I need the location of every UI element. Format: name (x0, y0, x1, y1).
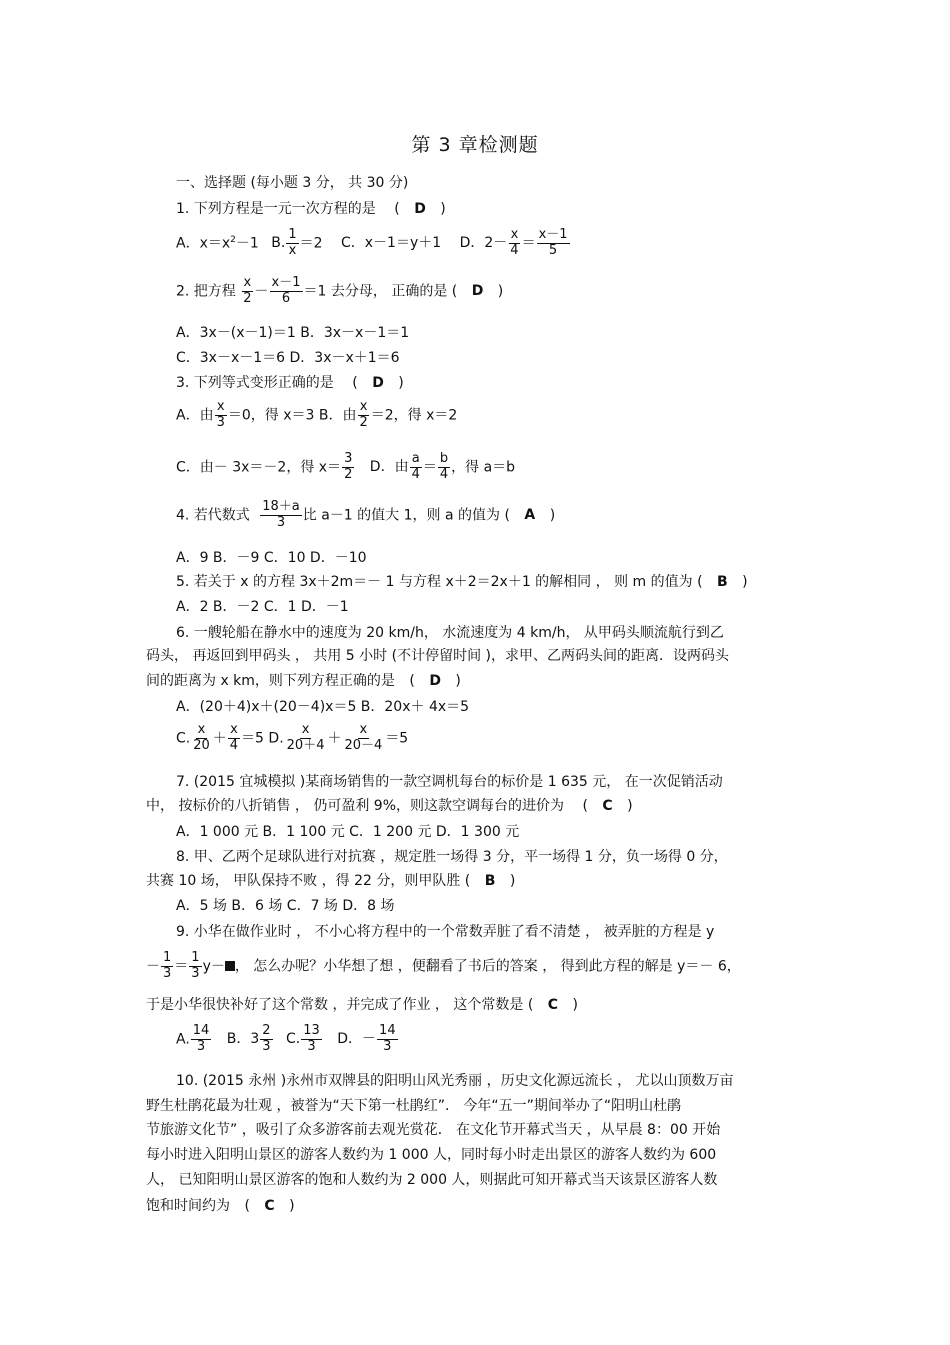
question-6-options-cd: C. $\frac{x}{20}$ ＋ $\frac{x}{4}$ ＝5 D. $\frac{x}{20+4}$ ＋ $\frac{x}{20-4}$ ＝5 (176, 722, 409, 753)
question-8-line-1: 8. 甲、乙两个足球队进行对抗赛 ，规定胜一场得 3 分，平一场得 1 分，负一场得 0 分， (176, 849, 728, 865)
fraction: $\frac{x}{20}$ (193, 722, 210, 753)
q9-answer: C (547, 997, 559, 1013)
question-10-line-6: 饱和时间约为 ( C ) (146, 1198, 295, 1214)
question-2-stem: 2. 把方程 $\frac{x}{2}$ － $\frac{x-1}{6}$ ＝1 去分母， 正确的是 ( D ) (176, 275, 504, 306)
question-9-line-1: 9. 小华在做作业时 ， 不小心将方程中的一个常数弄脏了看不清楚 ， 被弄脏的方程是 y (176, 924, 715, 940)
question-1-stem: 1. 下列方程是一元一次方程的是 ( D ) (176, 201, 446, 217)
fraction: $\frac{a}{4}$ (411, 451, 420, 482)
section-heading: 一、选择题 (每小题 3 分， 共 30 分) (176, 175, 409, 191)
question-3-options-cd: C．由－ 3x＝－2，得 x＝ $\frac{3}{2}$ D．由 $\frac{a}{4}$ ＝ $\frac{b}{4}$ ，得 a＝b (176, 451, 516, 482)
fraction: $\frac{x}{2}$ (243, 275, 252, 306)
question-2-options-cd: C．3x－x－1＝6 D．3x－x＋1＝6 (176, 350, 400, 366)
fraction: $\frac{2}{3}$ (262, 1023, 271, 1054)
fraction: $\frac{x}{2}$ (359, 399, 368, 430)
question-9-line-3: 于是小华很快补好了这个常数 ，并完成了作业 ， 这个常数是 ( C ) (146, 997, 578, 1013)
q1-text: 1. 下列方程是一元一次方程的是 (176, 201, 376, 217)
question-4-stem: 4. 若代数式 $\frac{18+a}{3}$ 比 a－1 的值大 1，则 a 的值为 ( A ) (176, 499, 556, 530)
question-10-line-2: 野生杜鹃花最为壮观 ，被誉为“天下第一杜鹃红”． 今年“五一”期间举办了“阳明山杜鹃 (146, 1098, 682, 1114)
question-7-options: A．1 000 元 B．1 100 元 C．1 200 元 D．1 300 元 (176, 824, 520, 840)
q6-answer: D (429, 673, 441, 689)
fraction: $\frac{x}{20-4}$ (344, 722, 383, 753)
fraction: $\frac{3}{2}$ (344, 451, 353, 482)
fraction: $\frac{14}{3}$ (379, 1023, 396, 1054)
fraction: $\frac{13}{3}$ (303, 1023, 320, 1054)
question-7-line-2: 中， 按标价的八折销售 ， 仍可盈利 9%，则这款空调每台的进价为 ( C ) (146, 798, 633, 814)
question-1-options: A．$x=x^2-1$ B. $\frac{1}{x}$ ＝2 C．x－1＝y＋1 D．2－ $\frac{x}{4}$ ＝ $\frac{x-1}{5}$ (176, 227, 568, 258)
question-9-line-2: － $\frac{1}{3}$ ＝ $\frac{1}{3}$ y－ ， 怎么办呢？小华想了想 ，便翻看了书后的答案 ， 得到此方程的解是 y＝－ 6， (146, 950, 741, 981)
fraction: $\frac{14}{3}$ (192, 1023, 210, 1054)
question-6-line-3: 间的距离为 x km，则下列方程正确的是 ( D ) (146, 673, 461, 689)
question-5-stem: 5. 若关于 x 的方程 3x＋2m＝－ 1 与方程 x＋2＝2x＋1 的解相同 ， 则 m 的值为 ( B ) (176, 574, 748, 590)
question-8-options: A．5 场 B．6 场 C．7 场 D．8 场 (176, 898, 395, 914)
fraction: $\frac{x-1}{6}$ (271, 275, 301, 306)
question-4-options: A．9 B．－9 C．10 D．－10 (176, 550, 367, 566)
fraction: $\frac{x}{4}$ (229, 722, 239, 753)
page-title: 第 3 章检测题 (411, 134, 539, 156)
fraction: $\frac{x-1}{5}$ (538, 227, 568, 258)
question-3-stem: 3. 下列等式变形正确的是 ( D ) (176, 375, 404, 391)
q7-answer: C (602, 798, 613, 814)
q2-answer: D (471, 283, 484, 300)
fraction: $\frac{x}{3}$ (216, 399, 225, 430)
question-10-line-3: 节旅游文化节” ，吸引了众多游客前去观光赏花． 在文化节开幕式当天 ，从早晨 8：00 开始 (146, 1122, 721, 1138)
q3-answer: D (372, 375, 384, 391)
fraction: $\frac{b}{4}$ (439, 451, 449, 482)
question-6-options-ab: A．(20＋4)x＋(20－4)x＝5 B．20x＋ 4x＝5 (176, 699, 470, 715)
fraction: $\frac{1}{3}$ (191, 950, 200, 981)
q4-answer: A (524, 507, 536, 524)
question-2-options-ab: A．3x－(x－1)＝1 B．3x－x－1＝1 (176, 325, 410, 341)
fraction: $\frac{1}{x}$ (288, 227, 297, 258)
question-9-options: A. $\frac{14}{3}$ B．3 $\frac{2}{3}$ C. $\frac{13}{3}$ D．－ $\frac{14}{3}$ (176, 1023, 396, 1054)
question-3-options-ab: A．由 $\frac{x}{3}$ ＝0，得 x＝3 B．由 $\frac{x}{2}$ ＝2，得 x＝2 (176, 399, 458, 430)
question-7-line-1: 7. (2015 宜城模拟 )某商场销售的一款空调机每台的标价是 1 635 元， 在一次促销活动 (176, 774, 723, 790)
q8-answer: B (484, 873, 496, 889)
q10-answer: C (264, 1198, 275, 1214)
fraction: $\frac{1}{3}$ (163, 950, 172, 981)
question-8-line-2: 共赛 10 场， 甲队保持不败 ，得 22 分，则甲队胜 ( B ) (146, 873, 516, 889)
question-10-line-5: 人， 已知阳明山景区游客的饱和人数约为 2 000 人，则据此可知开幕式当天该景区游客人数 (146, 1172, 718, 1188)
question-5-options: A．2 B．－2 C．1 D．－1 (176, 599, 349, 615)
smudged-constant-box (225, 961, 235, 971)
q5-answer: B (717, 574, 728, 590)
fraction: $\frac{18+a}{3}$ (262, 499, 300, 530)
question-10-line-1: 10. (2015 永州 )永州市双牌县的阳明山风光秀丽 ，历史文化源远流长 ， 尤以山顶数万亩 (176, 1073, 734, 1089)
fraction: $\frac{x}{20+4}$ (286, 722, 325, 753)
fraction: $\frac{x}{4}$ (510, 227, 519, 258)
q1-answer: D (414, 201, 426, 217)
question-6-line-2: 码头， 再返回到甲码头 ， 共用 5 小时 (不计停留时间 )，求甲、乙两码头间的距离．设两码头 (146, 648, 729, 664)
question-10-line-4: 每小时进入阳明山景区的游客人数约为 1 000 人，同时每小时走出景区的游客人数约为 600 (146, 1147, 717, 1163)
question-6-line-1: 6. 一艘轮船在静水中的速度为 20 km/h， 水流速度为 4 km/h， 从甲码头顺流航行到乙 (176, 625, 724, 641)
